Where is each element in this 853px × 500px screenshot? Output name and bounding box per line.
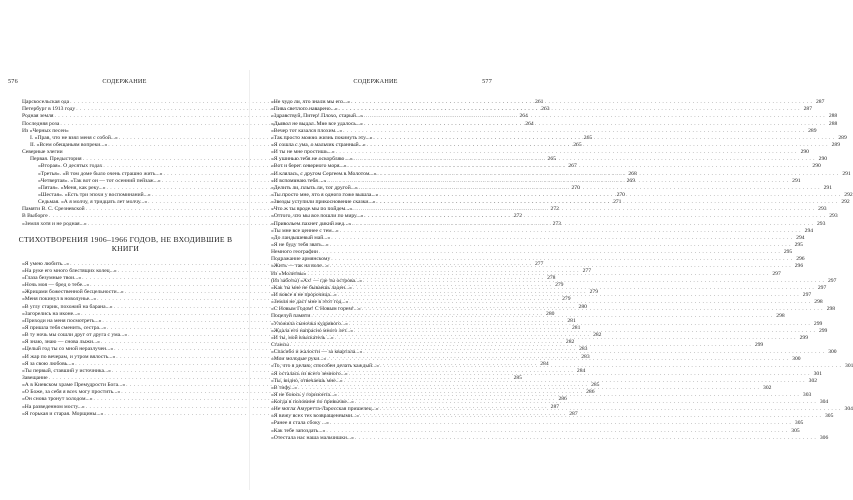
toc-entry-title: Поцелуй памяти [271, 313, 311, 320]
dot-leader [330, 242, 791, 249]
toc-entry-page: 282 [565, 339, 575, 346]
toc-entry-page: 296 [794, 263, 804, 270]
toc-entry-title: Северные элегии [22, 149, 63, 156]
toc-entry-page: 283 [579, 346, 588, 353]
toc-entry [257, 227, 814, 235]
dot-leader [364, 121, 825, 128]
toc-entry-page: 289 [808, 127, 817, 134]
toc-entry-title: «В ту ночь мы сошли друг от друга с ума...» [22, 332, 128, 339]
dot-leader [355, 399, 816, 406]
toc-entry-title: «В углу старик, похожий на барана...» [22, 303, 113, 310]
toc-entry-title: «Ждала его напрасно много лет...» [271, 327, 354, 334]
toc-entry-page: 299 [754, 341, 764, 348]
toc-entry-page: 303 [802, 391, 812, 398]
toc-entry-title: «Глаза безумные твои...» [22, 274, 82, 281]
toc-entry-page: 293 [818, 206, 827, 213]
toc-entry-title: Из «Черных песен» [22, 127, 69, 134]
toc-entry-page: 267 [568, 163, 577, 170]
dot-leader [330, 420, 791, 427]
dot-leader [354, 328, 815, 335]
dot-leader [349, 371, 810, 378]
toc-entry-title: «Четвертая». «Так вот он — тот осенний пейзаж...» [38, 177, 161, 184]
dot-leader [354, 156, 815, 163]
toc-entry-page: 270 [571, 184, 580, 191]
dot-leader [335, 335, 796, 342]
dot-leader [331, 256, 792, 263]
toc-entry-title: «Звезды уступили прикосновение сказки...» [271, 199, 376, 206]
toc-entry-page: 272 [513, 213, 523, 220]
toc-entry-title: Завещание [22, 374, 48, 381]
toc-entry-page: 299 [799, 334, 809, 341]
toc-entry-title: «Я ушинью тебя не оскорбляю ...» [271, 156, 353, 163]
dot-leader [349, 299, 810, 306]
toc-entry-title: «И ты, мой взыскатель ...» [271, 334, 334, 341]
toc-entry-page: 292 [841, 199, 850, 206]
toc-entry-title: «Что ж ты вроде мы по пойдем...» [271, 206, 353, 213]
toc-entry-title: «Мои молодые руки...» [271, 356, 327, 363]
toc-entry-page: 278 [547, 274, 556, 281]
dot-leader [377, 171, 838, 178]
toc-entry-title: II. «Всем обещаньям вопреки...» [30, 142, 108, 148]
toc-entry-page: 298 [776, 313, 785, 320]
toc-entry-page: 293 [829, 213, 838, 220]
toc-entry-title: «Земля хотя и не родная...» [22, 220, 87, 227]
toc-entry-page: 297 [772, 270, 781, 277]
toc-entry-title: «Ночь моя — бред о тебе...» [22, 282, 90, 289]
toc-entry-title: В Выборге [22, 213, 48, 220]
toc-entry-title: «Я вижу всех тех возвращенными...» [271, 413, 360, 420]
toc-entry-page: 277 [535, 260, 544, 267]
toc-entry-title: «Не чудо ли, что знали мы его...» [271, 99, 351, 106]
dot-leader [340, 228, 801, 235]
toc-entry-title: Царскосельская ода [22, 99, 70, 106]
toc-entry [257, 427, 800, 435]
toc-entry-page: 292 [844, 191, 853, 198]
toc-entry-title: «Пива светлого наварено...» [271, 106, 338, 113]
toc-entry-page: 301 [845, 363, 853, 370]
running-title-left: СОДЕРЖАНИЕ [102, 78, 147, 85]
toc-entry-title: Родная земля [22, 113, 54, 120]
toc-entry-page: 287 [803, 106, 813, 113]
dot-leader [367, 142, 828, 149]
toc-entry-page: 290 [812, 163, 821, 170]
toc-entry-title: «Отестала нас наша мальчишки...» [271, 434, 354, 441]
toc-entry-title: «Я умею любить...» [22, 260, 70, 267]
toc-entry [8, 149, 243, 156]
toc-entry-page: 290 [818, 156, 828, 163]
toc-entry-title: «С Новым Годом! С Новым горем!...» [271, 306, 361, 313]
toc-entry-title: «Когда в половине по привычке...» [271, 399, 354, 406]
dot-leader [353, 285, 814, 292]
toc-entry-title: «Загорелись на иконе...» [22, 310, 81, 317]
dot-leader [355, 435, 816, 442]
toc-entry-page: 279 [562, 296, 571, 303]
toc-entry-page: 271 [613, 199, 622, 206]
dot-leader [307, 271, 768, 278]
toc-entry-page: 277 [582, 267, 591, 274]
toc-entry-page: 306 [819, 434, 829, 441]
page-number-left: 576 [8, 78, 18, 85]
toc-entry-title: Стансы [271, 341, 289, 348]
dot-leader [338, 292, 799, 299]
toc-entry-page: 265 [583, 134, 593, 141]
toc-entry-title: «Третья». «В том доме было очень страшно жить...» [38, 170, 163, 177]
toc-entry-title: «Он снова тронут холодом...» [22, 396, 93, 403]
toc-entry-title: «Я сошла с ума, о мальчик странный...» [271, 142, 366, 148]
toc-entry-title: «Приходи на меня посмотреть...» [22, 317, 102, 324]
toc-entry-page: 304 [844, 406, 853, 413]
toc-entry-page: 295 [783, 249, 793, 256]
toc-entry-title: «Ты мне все ценнее с тем...» [271, 227, 339, 234]
toc-entry-title: «Жрицами божественной бесцельности...» [22, 289, 124, 296]
toc-entry-page: 264 [519, 113, 528, 120]
toc-entry-page: 283 [581, 353, 590, 360]
toc-entry-title: «Ты первый, ставший у источника...» [22, 367, 111, 374]
toc-entry-title: «Привольем пахнет дикий мед...» [271, 220, 352, 227]
toc-entry-page: 289 [838, 134, 847, 141]
toc-entry-title: «На разведенном мосту...» [22, 403, 85, 410]
dot-leader [344, 378, 805, 385]
toc-entry-page: 287 [550, 403, 560, 410]
toc-entry-title: «И вспоминаю тебя ...» [271, 177, 327, 184]
toc-entry-title: «Уложила сыночка кудрявого...» [271, 320, 348, 327]
toc-entry-page: 287 [815, 99, 825, 106]
toc-entry-page: 272 [550, 206, 559, 213]
toc-entry-page: 285 [513, 374, 522, 381]
toc-entry-title: Подражание армянскому [271, 256, 331, 263]
toc-entry-title: (Из заботы) «Ах! — где ты острова...» [271, 277, 363, 284]
toc-entry-title: «Земля не даст мне в этот год...» [271, 299, 349, 306]
toc-entry-page: 293 [816, 220, 826, 227]
dot-leader [363, 278, 824, 285]
toc-entry-title: «А в Киевском храме Премудрости Бога...» [22, 382, 126, 389]
toc-entry-page: 305 [794, 420, 804, 427]
toc-entry-title: «Ранее я стала сбоку ...» [271, 420, 329, 427]
toc-entry-page: 268 [628, 170, 637, 177]
toc-entry-title: «Оттого, что мы все пошли по миру...» [271, 213, 364, 220]
dot-leader [339, 106, 800, 113]
toc-entry-page: 300 [792, 356, 801, 363]
dot-leader [298, 385, 759, 392]
toc-entry-page: 265 [573, 142, 582, 148]
toc-entry-page: 297 [827, 277, 837, 284]
running-title-right: СОДЕРЖАНИЕ [353, 78, 398, 85]
toc-entry-title: «Здравствуй, Питер! Плохо, старый...» [271, 113, 363, 120]
toc-entry-page: 298 [814, 299, 823, 306]
dot-leader [380, 403, 841, 413]
toc-entry-page: 273 [552, 220, 561, 227]
toc-entry [257, 256, 805, 263]
dot-leader [364, 213, 825, 220]
dot-leader [363, 349, 824, 356]
toc-entry-title: «Я не буду тебя звать...» [271, 241, 329, 248]
toc-entry-page: 287 [569, 410, 578, 417]
toc-entry [257, 434, 829, 442]
toc-entry [257, 127, 817, 135]
toc-entry-title: Седьмая. «А я молчу, я тридцать лет молчу...» [38, 199, 148, 206]
toc-entry-title: «Делить ли, плыть ли, тот другой...» [271, 184, 358, 191]
toc-entry-title: «Дьявол не выдал. Мне все удалось...» [271, 120, 363, 127]
toc-entry-title: «Целый год ты со мной неразлучен...» [22, 346, 114, 353]
toc-entry-page: 297 [817, 284, 827, 291]
toc-entry-page: 291 [792, 177, 801, 184]
dot-leader [360, 410, 821, 420]
toc-entry-title: Петербург в 1913 году [22, 106, 76, 113]
toc-entry-page: 297 [802, 291, 812, 298]
dot-leader [343, 128, 804, 135]
toc-entry-title: Немного географии [271, 249, 318, 256]
toc-entry-title: «Не могла Амуретта-Ларосская пришелец...» [271, 406, 379, 413]
toc-entry-title: Из «Молитвы» [271, 270, 307, 277]
running-head-right [257, 78, 492, 85]
toc-entry-title: Последняя роза [22, 120, 60, 127]
toc-entry-title: Первая. Предыстория [30, 156, 82, 163]
dot-leader [380, 360, 841, 370]
toc-entry-title: «На руке его много блестящих колец...» [22, 267, 117, 274]
toc-entry-title: «Ты просто мне, что я одного тоже вышла...» [271, 191, 379, 198]
toc-entry-title: «Как ты мне не бываешь ладен...» [271, 284, 352, 291]
toc-entry-title: «Я пришла тебя сменить, сестра...» [22, 324, 107, 331]
toc-entry-page: 291 [842, 170, 851, 177]
toc-entry-page: 264 [525, 120, 534, 127]
toc-entry-page: 302 [808, 377, 818, 384]
toc-entry-title: «Вторая». О десятых годах [38, 163, 103, 170]
dot-leader [338, 392, 799, 399]
toc-entry-title: «До ландышевый май...» [271, 234, 331, 241]
dot-leader [327, 353, 788, 363]
toc-entry-title: «Меня покинул в новолунье...» [22, 296, 97, 303]
dot-leader [364, 113, 825, 120]
toc-entry-title: «И ты не мне простишь...» [271, 149, 335, 156]
section-heading: СТИХОТВОРЕНИЯ 1906–1966 ГОДОВ, НЕ ВХОДИВШИЕ В КНИГИ [18, 234, 233, 253]
toc-entry-title: «Так просто можно жизнь покинуть эту...» [271, 134, 373, 141]
toc-entry-title: «То, что я делаю, способен делать каждый...» [271, 363, 380, 370]
toc-entry-title: «Пятая». «Меня, как реку...» [38, 184, 106, 191]
spine-gutter [249, 70, 250, 490]
running-head-left [8, 78, 243, 85]
dot-leader [373, 135, 834, 142]
dot-leader [362, 303, 823, 313]
toc-entry-page: 289 [831, 142, 840, 148]
toc-entry-page: 295 [794, 241, 803, 248]
toc-entry-page: 261 [535, 99, 544, 106]
toc-entry-page: 284 [540, 360, 549, 367]
toc-entry-title: «Я за свою любовь...» [22, 360, 75, 367]
toc-entry-page: 298 [826, 306, 836, 313]
toc-entry-page: 279 [589, 289, 598, 296]
toc-entry-page: 288 [828, 113, 838, 120]
toc-entry-page: 270 [616, 191, 625, 198]
toc-entry-page: 285 [591, 382, 600, 389]
toc-entry-page: 299 [818, 327, 828, 334]
dot-leader [327, 178, 788, 185]
toc-entry-page: 305 [791, 427, 800, 434]
toc-entry-title: «Спасибо и жалости — за квартала...» [271, 349, 363, 356]
dot-leader [376, 199, 837, 206]
toc-entry-page: 284 [576, 367, 586, 374]
toc-entry-page: 263 [541, 106, 550, 113]
toc-entry-title: I. «Прав, что не взял меня с собой...» [30, 134, 118, 141]
toc-entry-page: 279 [555, 282, 564, 289]
toc-entry-page: 296 [796, 256, 805, 263]
toc-entry-page: 286 [558, 396, 567, 403]
toc-entry [257, 249, 793, 256]
toc-entry-page: 288 [828, 120, 838, 127]
toc-entry-page: 301 [813, 370, 822, 377]
toc-entry-page: 300 [828, 349, 837, 356]
toc-entry-title: «Как тебе запоздать...» [271, 427, 326, 434]
dot-leader [326, 428, 787, 435]
toc-entry-title: «О Боже, за себя я всех могу простить...» [22, 389, 121, 396]
toc-entry-page: 302 [763, 384, 772, 391]
toc-entry-title: «Вечер тот казался плохим...» [271, 127, 343, 134]
toc-entry-title: «В тифу...» [271, 384, 298, 391]
dot-leader [353, 206, 814, 213]
dot-leader [379, 192, 840, 199]
toc-entry-page: 280 [578, 303, 587, 310]
dot-leader [330, 260, 791, 270]
toc-entry-title: «Ты, видно, отвечаешь мне...» [271, 377, 343, 384]
toc-entry-page: 281 [571, 324, 581, 331]
toc-entry-page: 265 [547, 156, 556, 163]
dot-leader [347, 163, 808, 170]
dot-leader [311, 310, 772, 320]
toc-entry-title: «Вот и берег северного моря...» [271, 163, 347, 170]
toc-entry-page: 282 [593, 332, 602, 339]
toc-entry [8, 128, 243, 135]
dot-leader [352, 221, 813, 228]
toc-entry-title: «И клялась, с другом Сергеем в Молотом...» [271, 170, 377, 177]
toc-entry-page: 299 [813, 320, 823, 327]
toc-entry-title: «Я знаю, знаю — снова лыжи...» [22, 339, 100, 346]
dot-leader [336, 149, 797, 156]
toc-entry [257, 234, 805, 242]
toc-entry-title: «Шестая». «Есть три эпохи у воспоминаний...» [38, 191, 151, 198]
toc-entry-page: 290 [800, 149, 809, 156]
toc-entry-page: 286 [586, 389, 595, 396]
toc-entry-title: «Я не боюсь у горизонта...» [271, 391, 337, 398]
toc-entry-page: 281 [567, 317, 576, 324]
toc-entry [257, 420, 804, 427]
toc-entry-title: «И вовсе я не пророчица...» [271, 291, 337, 298]
dot-leader [319, 249, 780, 256]
dot-leader [351, 99, 812, 106]
toc-entry-title: «Я горькая и старая. Морщины...» [22, 410, 104, 417]
toc-entry-page: 294 [796, 234, 805, 241]
toc-entry-page: 304 [819, 399, 829, 406]
toc-entry-title: Памяти В. С. Срезневской [22, 206, 85, 213]
dot-leader [359, 185, 820, 192]
toc-entry-title: «Жить — так на воле...» [271, 263, 329, 270]
dot-leader [331, 235, 792, 242]
toc-entry-page: 294 [804, 227, 814, 234]
dot-leader [349, 321, 810, 328]
toc-entry-page: 269 [626, 177, 635, 184]
toc-entry-page: 280 [546, 310, 555, 317]
page-number-right: 577 [482, 78, 492, 85]
toc-entry-page: 305 [824, 413, 834, 420]
toc-entry-title: «Я осталась из всего земного...» [271, 370, 348, 377]
toc-entry-page: 291 [823, 184, 833, 191]
toc-entry-title: «И жар по вечерам, и утром вялость...» [22, 353, 116, 360]
